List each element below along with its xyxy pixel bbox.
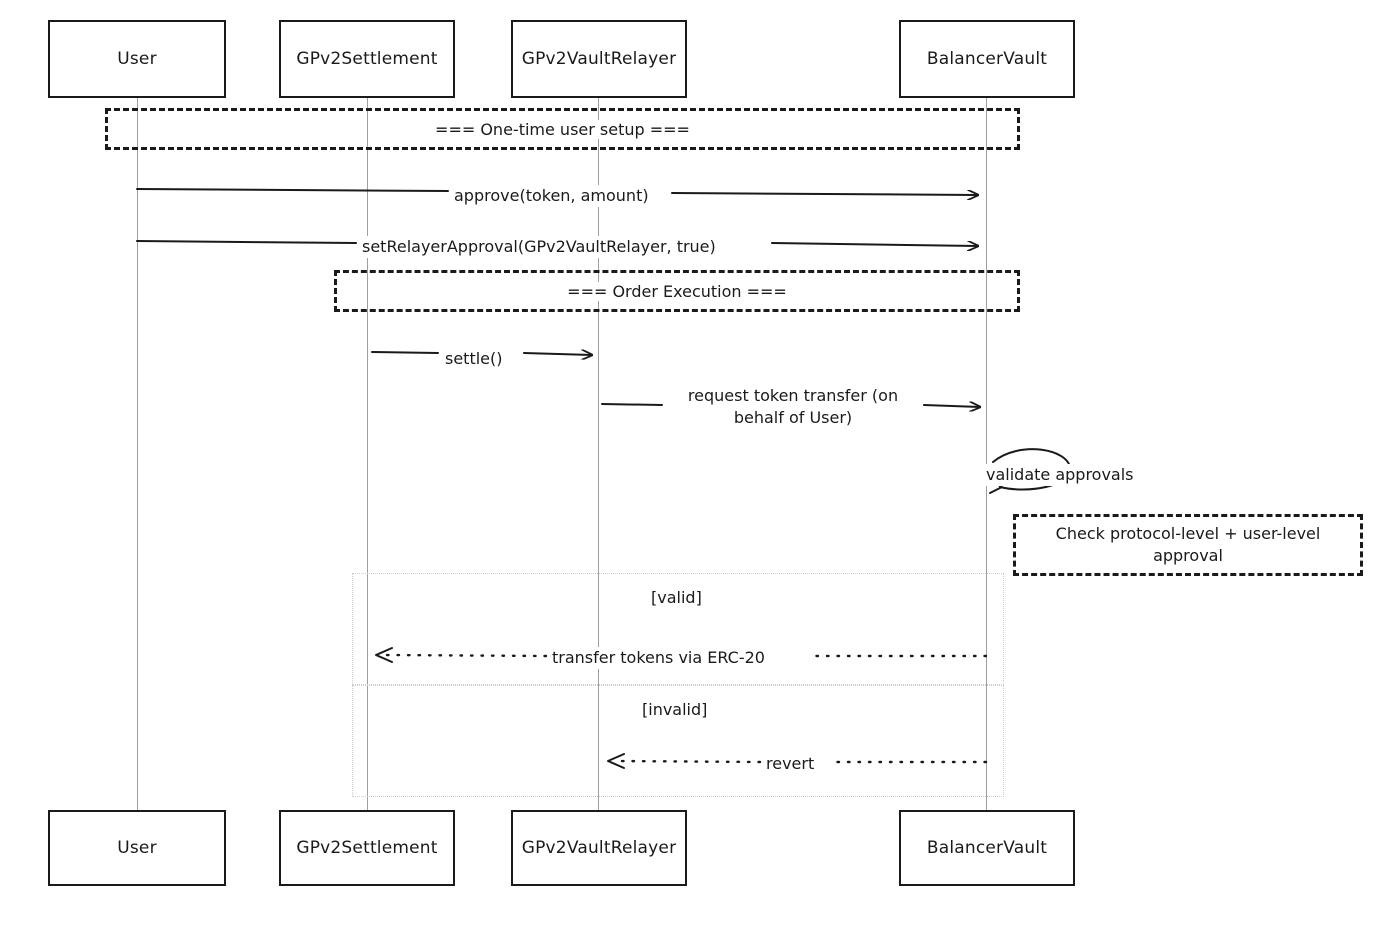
actor-label: GPv2Settlement (296, 838, 438, 858)
actor-label: User (117, 838, 157, 858)
message-label-transfer-tokens: transfer tokens via ERC-20 (548, 647, 769, 669)
separator-label: === Order Execution === (561, 282, 793, 301)
actor-relayer-bottom[interactable] (511, 810, 687, 886)
actor-settlement-bottom[interactable] (279, 810, 455, 886)
message-label-request-token-transfer: request token transfer (on behalf of User) (664, 385, 922, 428)
note-text: Check protocol-level + user-level approval (1055, 523, 1321, 565)
lifeline-user (137, 98, 138, 810)
note-check-approval (1013, 514, 1363, 576)
message-label-settle: settle() (441, 348, 507, 370)
separator-one-time-user-setup (105, 108, 1020, 150)
actor-settlement-top[interactable] (279, 20, 455, 98)
actor-label: BalancerVault (926, 49, 1048, 69)
actor-label: GPv2VaultRelayer (521, 838, 677, 858)
separator-order-execution (334, 270, 1020, 312)
message-label-set-relayer-approval: setRelayerApproval(GPv2VaultRelayer, true) (358, 236, 720, 258)
actor-label: GPv2VaultRelayer (521, 49, 677, 69)
message-label-revert: revert (762, 753, 818, 775)
message-label-validate-approvals: validate approvals (982, 464, 1138, 486)
actor-relayer-top[interactable] (511, 20, 687, 98)
alt-branch-valid-label: [valid] (645, 588, 708, 607)
actor-vault-top[interactable] (899, 20, 1075, 98)
actor-vault-bottom[interactable] (899, 810, 1075, 886)
message-label-approve: approve(token, amount) (450, 185, 653, 207)
separator-label: === One-time user setup === (429, 120, 696, 139)
actor-label: User (117, 49, 157, 69)
actor-label: GPv2Settlement (296, 49, 438, 69)
alt-branch-invalid-label: [invalid] (636, 700, 713, 719)
actor-label: BalancerVault (926, 838, 1048, 858)
actor-user-bottom[interactable] (48, 810, 226, 886)
actor-user-top[interactable] (48, 20, 226, 98)
